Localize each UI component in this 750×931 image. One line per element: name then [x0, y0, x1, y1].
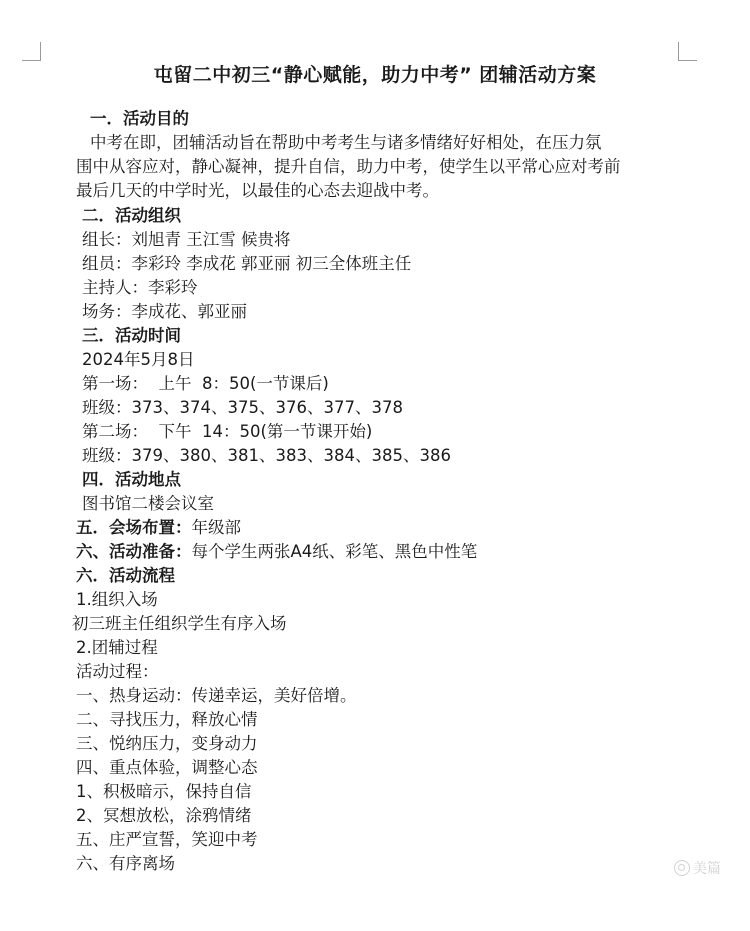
page-corner-mark-top-left: [22, 42, 41, 61]
time-session-2: 第二场： 下午 14：50(第一节课开始): [82, 422, 373, 441]
watermark-text: 美篇: [693, 861, 721, 877]
location-place: 图书馆二楼会议室: [82, 494, 214, 513]
process-item-3: 三、悦纳压力，变身动力: [76, 734, 258, 753]
time-classes-2: 班级：379、380、381、383、384、385、386: [82, 446, 451, 465]
process-step-2: 2.团辅过程: [76, 638, 158, 657]
process-step-1-detail: 初三班主任组织学生有序入场: [72, 614, 287, 633]
preparation-line: [76, 540, 477, 564]
process-sub-item-1: 1、积极暗示，保持自信: [76, 782, 252, 801]
purpose-text-line2: 围中从容应对，静心凝神，提升自信，助力中考，使学生以平常心应对考前: [76, 157, 621, 176]
time-heading: 三．活动时间: [82, 326, 181, 345]
process-item-6: 六、有序离场: [76, 854, 175, 873]
process-item-1: 一、热身运动：传递幸运，美好倍增。: [76, 686, 357, 705]
process-heading: 六．活动流程: [76, 566, 175, 585]
purpose-text-line1: 中考在即，团辅活动旨在帮助中考考生与诸多情绪好好相处，在压力氛: [90, 133, 602, 152]
process-intro: 活动过程：: [76, 662, 159, 681]
layout-line: [76, 516, 241, 540]
process-item-4: 四、重点体验，调整心态: [76, 758, 258, 777]
layout-value: 年级部: [191, 518, 241, 537]
process-sub-item-2: 2、冥想放松，涂鸦情绪: [76, 806, 252, 825]
page-corner-mark-top-right: [678, 42, 697, 61]
preparation-label: 六、活动准备：: [76, 542, 192, 561]
location-heading: 四．活动地点: [82, 470, 181, 489]
process-item-5: 五、庄严宣誓，笑迎中考: [76, 830, 258, 849]
time-date: 2024年5月8日: [82, 350, 195, 369]
watermark: [674, 858, 721, 878]
layout-label: 五．会场布置：: [76, 518, 192, 537]
process-item-2: 二、寻找压力，释放心情: [76, 710, 258, 729]
organization-venue-staff: 场务：李成花、郭亚丽: [82, 302, 247, 321]
process-step-1: 1.组织入场: [76, 590, 158, 609]
preparation-value: 每个学生两张A4纸、彩笔、黑色中性笔: [191, 542, 478, 561]
time-classes-1: 班级：373、374、375、376、377、378: [82, 398, 403, 417]
meipian-logo-icon: [674, 860, 690, 876]
organization-host: 主持人：李彩玲: [82, 278, 198, 297]
organization-heading: 二．活动组织: [82, 206, 181, 225]
purpose-heading: 一．活动目的: [90, 109, 189, 128]
organization-leaders: 组长：刘旭青 王江雪 候贵将: [82, 230, 291, 249]
organization-members: 组员：李彩玲 李成花 郭亚丽 初三全体班主任: [82, 254, 412, 273]
time-session-1: 第一场： 上午 8：50(一节课后): [82, 374, 329, 393]
purpose-text-line3: 最后几天的中学时光，以最佳的心态去迎战中考。: [76, 181, 439, 200]
document-title: 屯留二中初三“静心赋能，助力中考” 团辅活动方案: [153, 64, 597, 86]
